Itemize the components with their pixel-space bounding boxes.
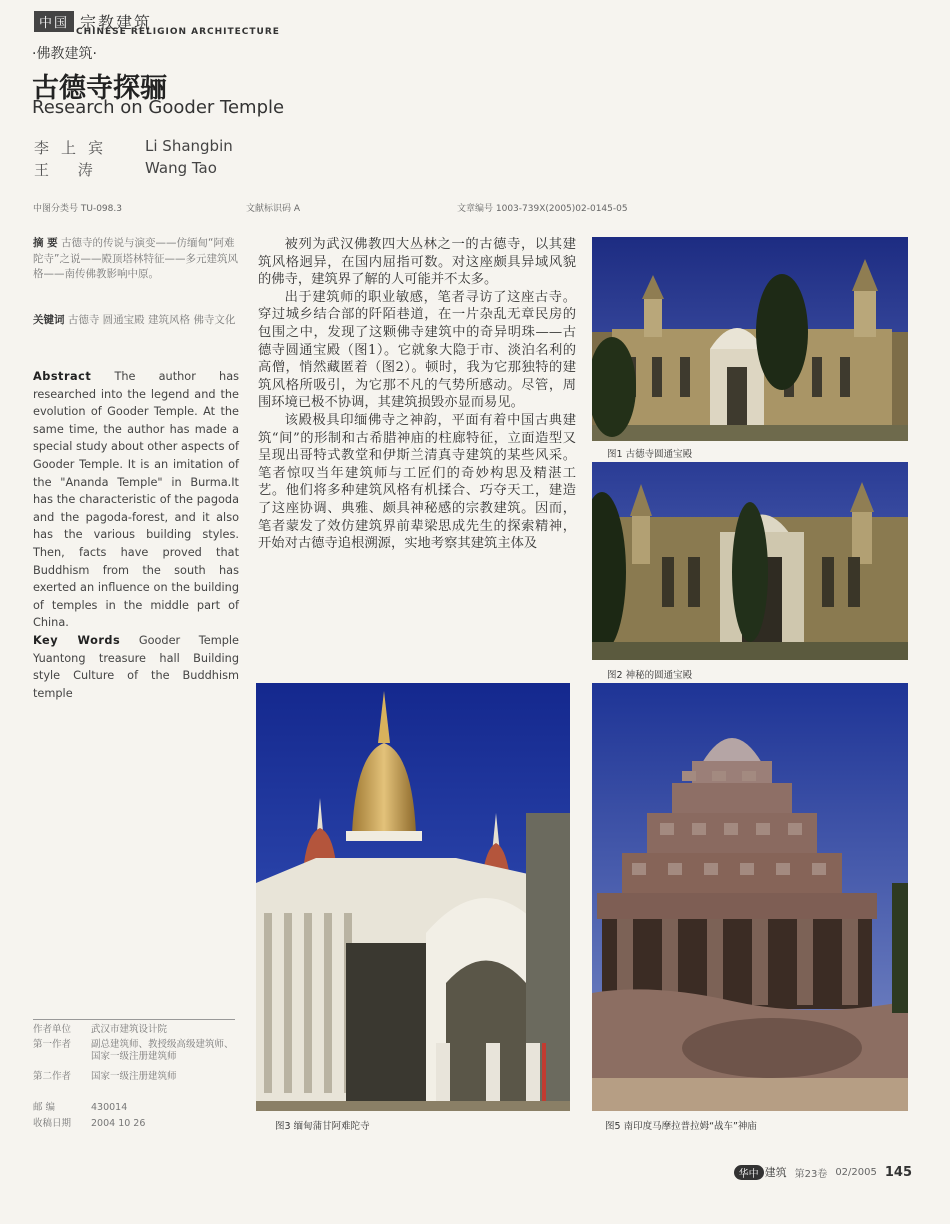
volume: 第23卷: [794, 1168, 828, 1180]
abstract-en-label: Abstract: [33, 370, 92, 383]
info-value: 国家一级注册建筑师: [91, 1071, 177, 1082]
journal-name: [734, 1164, 787, 1180]
author-info-row: [33, 1118, 241, 1130]
author-info-row: [33, 1102, 241, 1114]
keywords-en-label: Key Words: [33, 633, 121, 647]
body-paragraph-2: 出于建筑师的职业敏感，笔者寻访了这座古寺。穿过城乡结合部的阡陌巷道，在一片杂乱无章民房的包围之中，发现了这颗佛寺建筑中的奇异明珠——古德寺圆通宝殿（图1）。它就象大隐于市、淡泊名利的高僧，悄然藏匿着（图2）。顿时，我为它那独特的建筑风格所吸引，为它那不凡的气势所感动。尽管，周围环境已极不协调，其建筑损毁亦显而易见。: [258, 289, 576, 411]
abstract-cn-text: 古德寺的传说与演变——仿缅甸“阿难陀寺”之说——殿顶塔林特征——多元建筑风格——南传佛教影响中原。: [33, 237, 238, 280]
abstract-cn: [33, 236, 239, 283]
page-footer: [734, 1164, 912, 1180]
figure-5-photo: [592, 683, 908, 1111]
body-paragraph-1: 被列为武汉佛教四大丛林之一的古德寺，以其建筑风格迥异，在国内屈指可数。对这座颇具异域风貌的佛寺，建筑界了解的人可能并不太多。: [258, 237, 576, 288]
body-paragraph-3: 该殿极具印缅佛寺之神韵，平面有着中国古典建筑“间”的形制和古希腊神庙的柱廊特征，立面造型又呈现出哥特式教堂和伊斯兰清真寺建筑的某些风采。笔者惊叹当年建筑师与工匠们的奇妙构思及精湛工艺。他们将多种建筑风格有机揉合、巧夺天工，建造了这座协调、典雅、颇具神秘感的宗教建筑。因而，笔者蒙发了效仿建筑界前辈梁思成先生的探索精神，开始对古德寺追根溯源，实地考察其建筑主体及: [258, 412, 576, 552]
article-number: 文章编号 1003-739X(2005)02-0145-05: [457, 204, 628, 214]
author-info-row: [33, 1024, 241, 1036]
author-2-cn: 王 涛: [34, 161, 105, 179]
info-label: 作者单位: [33, 1024, 72, 1035]
keywords-cn: [33, 313, 239, 329]
logo-cn-text: 宗教建筑: [80, 13, 153, 32]
abstract-cn-label: 摘 要: [33, 237, 58, 249]
figure-3-photo: [256, 683, 570, 1111]
author-info-divider: [33, 1019, 235, 1020]
author-1-en: Li Shangbin: [145, 137, 233, 155]
document-code: 文献标识码 A: [246, 204, 301, 214]
keywords-en-text: Gooder Temple Yuantong treasure hall Building style Culture of the Buddhism temple: [33, 633, 239, 700]
figure-1-photo: [592, 237, 908, 441]
article-title-cn: 古德寺探骊: [32, 73, 167, 104]
logo-cn-box: 中国: [34, 11, 74, 32]
author-2-en: Wang Tao: [145, 159, 217, 177]
classification-number: 中图分类号 TU-098.3: [33, 204, 122, 214]
info-label: 邮 编: [33, 1102, 56, 1113]
info-value: 430014: [91, 1102, 128, 1113]
author-info-row: [33, 1071, 241, 1083]
keywords-cn-text: 古德寺 圆通宝殿 建筑风格 佛寺文化: [67, 314, 236, 326]
journal-name-text: 建筑: [764, 1166, 787, 1179]
article-title-en: Research on Gooder Temple: [32, 97, 285, 118]
journal-mark: 华中: [734, 1165, 764, 1180]
info-value: 武汉市建筑设计院: [91, 1024, 168, 1035]
author-info-row: [33, 1039, 241, 1063]
info-label: 第一作者: [33, 1039, 72, 1050]
article-category: ·佛教建筑·: [32, 46, 97, 62]
figure-2-photo: [592, 462, 908, 660]
figure-2-caption: 图2 神秘的圆通宝殿: [607, 670, 693, 681]
abstract-en: [33, 368, 239, 702]
figure-5-caption: 图5 南印度马摩拉普拉姆“战车”神庙: [605, 1121, 757, 1132]
keywords-cn-label: 关键词: [33, 314, 65, 326]
logo-en-text: CHINESE RELIGION ARCHITECTURE: [76, 27, 280, 37]
info-label: 第二作者: [33, 1071, 72, 1082]
info-label: 收稿日期: [33, 1118, 72, 1129]
info-value: 2004 10 26: [91, 1118, 146, 1129]
page-number: 145: [884, 1164, 912, 1180]
info-value: 副总建筑师、教授级高级建筑师、国家一级注册建筑师: [91, 1039, 234, 1062]
abstract-en-text: The author has researched into the legend and the evolution of Gooder Temple. At the same time, the author has made a special study about other aspects of Gooder Temple. It is an imitation of the "Ananda Temple" in Burma.It has the characteristic of the pagoda and the pagoda-forest, and it also has the various building styles. Then, facts have proved that Buddhism from the south has exerted an influence on the building of temples in the middle part of China.: [33, 370, 240, 630]
issue: 02/2005: [835, 1166, 877, 1178]
article-body: [258, 236, 576, 553]
figure-3-caption: 图3 缅甸蒲甘阿难陀寺: [275, 1121, 370, 1132]
figure-1-caption: 图1 古德寺圆通宝殿: [607, 449, 693, 460]
author-1-cn: 李上宾: [34, 139, 116, 157]
